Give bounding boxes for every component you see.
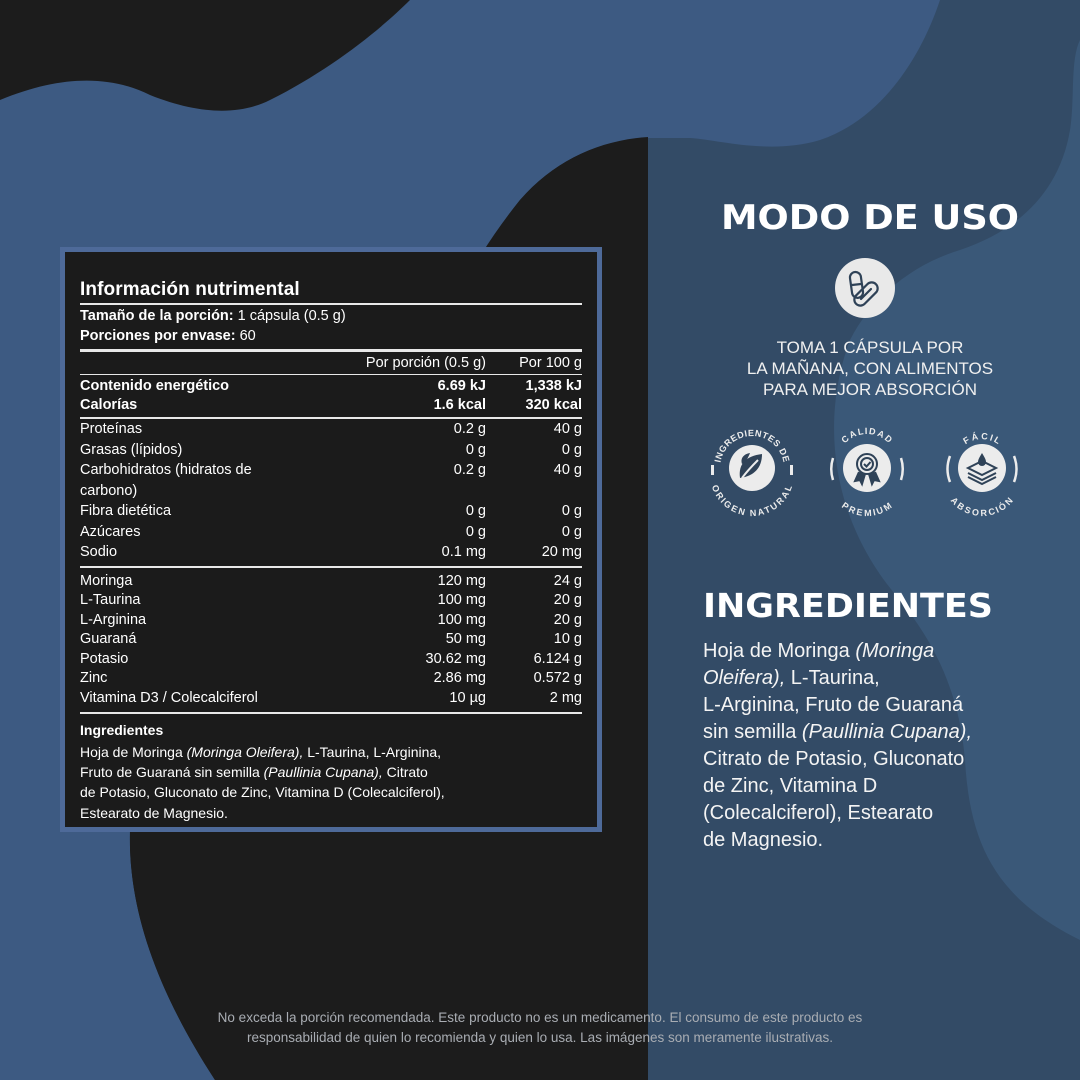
nutrition-title: Información nutrimental bbox=[80, 279, 300, 300]
row-per-100g: 0.572 g bbox=[533, 670, 582, 686]
row-per-100g: 24 g bbox=[553, 572, 582, 589]
ingredients-text bbox=[703, 638, 1053, 854]
row-per-100g: 0 g bbox=[561, 503, 582, 519]
row-per-100g: 10 g bbox=[553, 631, 582, 647]
table-row bbox=[80, 460, 582, 501]
disclaimer-line-1: No exceda la porción recomendada. Este producto no es un medicamento. El consumo de este producto es bbox=[217, 1010, 863, 1025]
column-header-per-100g: Por 100 g bbox=[519, 355, 582, 371]
servings-per-container bbox=[80, 326, 582, 346]
text-segment: L-Arginina, Fruto de Guaraná bbox=[703, 694, 964, 716]
row-name: Azúcares bbox=[80, 523, 141, 540]
table-row bbox=[80, 522, 582, 543]
servings-per-container-label: Porciones por envase: bbox=[80, 328, 236, 344]
row-per-100g: 20 g bbox=[553, 611, 582, 628]
nutrition-facts-panel bbox=[60, 247, 602, 832]
row-name: Proteínas bbox=[80, 421, 143, 437]
row-per-100g: 0 g bbox=[561, 441, 582, 458]
table-row bbox=[80, 611, 582, 631]
row-per-100g: 40 g bbox=[553, 421, 582, 437]
table-row bbox=[80, 440, 582, 461]
row-name: Sodio bbox=[80, 544, 118, 560]
row-per-100g: 20 mg bbox=[541, 544, 582, 560]
row-per-serving: 0 g bbox=[465, 523, 486, 540]
text-segment: Hoja de Moringa bbox=[80, 744, 187, 760]
text-segment-italic: (Paullinia Cupana), bbox=[801, 721, 973, 743]
row-name: Grasas (lípidos) bbox=[80, 441, 183, 458]
row-per-serving: 0.2 g bbox=[453, 462, 486, 478]
table-row bbox=[80, 542, 582, 563]
text-segment: Hoja de Moringa bbox=[703, 640, 856, 662]
row-name: L-Arginina bbox=[80, 611, 147, 628]
svg-text:ABSORCIÓN: ABSORCIÓN bbox=[948, 495, 1016, 518]
table-row bbox=[80, 630, 582, 650]
panel-ingredients-text bbox=[80, 742, 582, 823]
row-name: Potasio bbox=[80, 650, 129, 667]
column-header-name bbox=[80, 352, 286, 374]
row-name: Fibra dietética bbox=[80, 503, 172, 519]
table-row bbox=[80, 501, 582, 522]
ingredients-title: INGREDIENTES bbox=[703, 586, 994, 625]
svg-text:INGREDIENTES DE: INGREDIENTES DE bbox=[712, 427, 792, 464]
row-per-serving: 10 µg bbox=[449, 689, 486, 706]
text-segment-italic: (Moringa Oleifera), bbox=[186, 744, 304, 760]
table-row bbox=[80, 572, 582, 592]
row-per-serving: 100 mg bbox=[437, 592, 486, 608]
row-per-serving: 30.62 mg bbox=[425, 650, 486, 667]
row-per-serving: 0.1 mg bbox=[441, 544, 486, 560]
text-segment: Estearato de Magnesio. bbox=[80, 804, 228, 821]
serving-size bbox=[80, 306, 582, 326]
serving-size-label: Tamaño de la porción: bbox=[80, 308, 234, 324]
badge-easy-absorption bbox=[932, 418, 1032, 518]
svg-text:ORIGEN NATURAL: ORIGEN NATURAL bbox=[709, 483, 795, 518]
row-per-serving: 120 mg bbox=[437, 572, 486, 589]
table-row bbox=[80, 669, 582, 689]
divider bbox=[80, 566, 582, 568]
row-per-serving: 2.86 mg bbox=[433, 670, 486, 686]
divider bbox=[80, 303, 582, 305]
row-per-100g: 6.124 g bbox=[533, 650, 582, 667]
text-segment: de Magnesio. bbox=[703, 829, 824, 851]
row-per-serving: 0.2 g bbox=[453, 421, 486, 437]
text-segment: (Colecalciferol), Estearato bbox=[703, 802, 934, 824]
panel-ingredients-heading: Ingredientes bbox=[80, 722, 164, 738]
row-name: Carbohidratos (hidratos de carbono) bbox=[80, 462, 252, 499]
row-per-serving: 0 g bbox=[465, 441, 486, 458]
row-per-100g: 40 g bbox=[553, 462, 582, 478]
table-row bbox=[80, 689, 582, 709]
divider bbox=[80, 712, 582, 714]
text-segment: sin semilla bbox=[703, 721, 802, 743]
row-per-100g: 320 kcal bbox=[525, 397, 582, 413]
text-segment: Fruto de Guaraná sin semilla bbox=[80, 764, 264, 781]
text-segment: de Potasio, Gluconato de Zinc, Vitamina D (Colecalciferol), bbox=[80, 784, 445, 801]
table-row bbox=[80, 419, 582, 440]
row-name: Contenido energético bbox=[80, 378, 230, 394]
serving-size-value: 1 cápsula (0.5 g) bbox=[237, 308, 346, 324]
row-name: Guaraná bbox=[80, 631, 137, 647]
row-per-serving: 50 mg bbox=[445, 631, 486, 647]
usage-line-1: TOMA 1 CÁPSULA POR bbox=[776, 338, 964, 357]
text-segment: L-Taurina, bbox=[785, 667, 880, 689]
table-row bbox=[80, 650, 582, 670]
row-name: Calorías bbox=[80, 397, 138, 413]
table-row bbox=[80, 396, 582, 415]
svg-text:CALIDAD: CALIDAD bbox=[839, 425, 895, 446]
table-row bbox=[80, 377, 582, 396]
column-headers bbox=[80, 352, 582, 374]
divider bbox=[80, 374, 582, 375]
usage-line-3: PARA MEJOR ABSORCIÓN bbox=[762, 380, 978, 399]
text-segment-italic: (Moringa bbox=[855, 640, 935, 662]
row-per-100g: 20 g bbox=[553, 592, 582, 608]
disclaimer-line-2: responsabilidad de quien lo recomienda y quien lo usa. Las imágenes son meramente ilustrativas. bbox=[246, 1029, 834, 1045]
text-segment-italic: (Paullinia Cupana), bbox=[263, 764, 383, 781]
usage-instructions bbox=[690, 337, 1050, 400]
row-per-serving: 1.6 kcal bbox=[433, 397, 486, 413]
row-per-100g: 1,338 kJ bbox=[525, 378, 582, 394]
usage-line-2: LA MAÑANA, CON ALIMENTOS bbox=[746, 359, 994, 378]
svg-text:FÁCIL: FÁCIL bbox=[961, 430, 1003, 447]
row-per-100g: 2 mg bbox=[549, 689, 582, 706]
row-name: L-Taurina bbox=[80, 592, 141, 608]
row-name: Moringa bbox=[80, 572, 133, 589]
table-row bbox=[80, 591, 582, 611]
svg-text:PREMIUM: PREMIUM bbox=[839, 500, 894, 518]
row-per-serving: 0 g bbox=[465, 503, 486, 519]
capsule-icon bbox=[835, 258, 895, 318]
text-segment: de Zinc, Vitamina D bbox=[703, 775, 878, 797]
row-per-serving: 100 mg bbox=[437, 611, 486, 628]
row-per-serving: 6.69 kJ bbox=[437, 378, 486, 394]
badge-natural-ingredients bbox=[702, 418, 802, 518]
row-name: Vitamina D3 / Colecalciferol bbox=[80, 689, 258, 706]
legal-disclaimer bbox=[100, 1008, 980, 1047]
usage-title: MODO DE USO bbox=[720, 198, 1020, 238]
column-header-per-serving: Por porción (0.5 g) bbox=[365, 355, 486, 371]
row-name: Zinc bbox=[80, 670, 108, 686]
text-segment-italic: Oleifera), bbox=[703, 667, 786, 689]
text-segment: Citrato bbox=[382, 764, 428, 781]
badge-premium-quality bbox=[817, 418, 917, 518]
text-segment: L-Taurina, L-Arginina, bbox=[303, 744, 442, 760]
servings-per-container-value: 60 bbox=[239, 328, 256, 344]
text-segment: Citrato de Potasio, Gluconato bbox=[703, 748, 965, 770]
row-per-100g: 0 g bbox=[561, 523, 582, 540]
